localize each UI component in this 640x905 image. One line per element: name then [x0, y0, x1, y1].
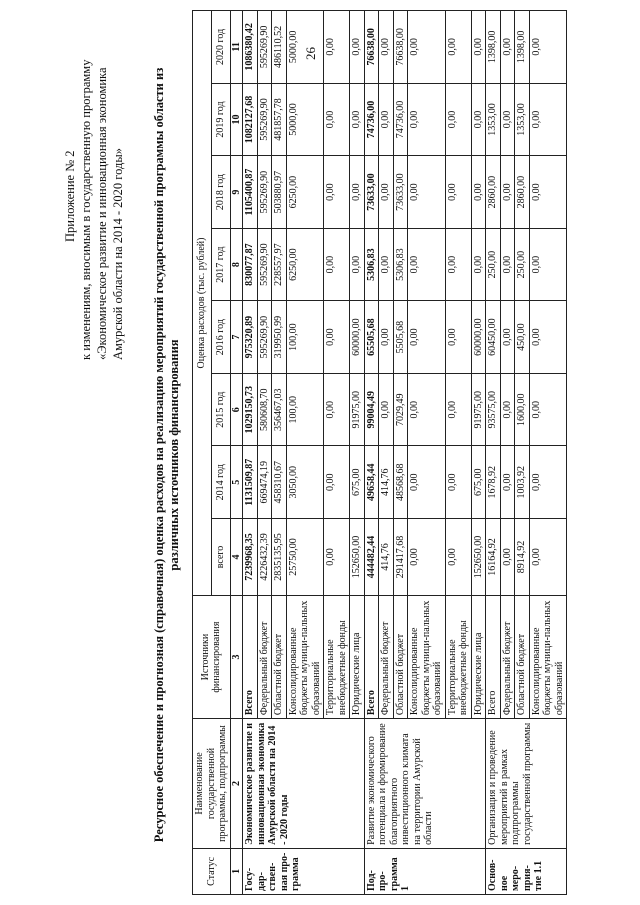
- header-year: 2014 год: [211, 446, 230, 519]
- status-cell: Госу-дар-ствен-ная про-грамма: [243, 848, 365, 894]
- value-cell: 74736,00: [393, 83, 408, 156]
- value-cell: 0,00: [324, 373, 350, 446]
- value-cell: 0,00: [379, 83, 394, 156]
- value-cell: 0,00: [408, 156, 446, 229]
- value-cell: 414,76: [379, 446, 394, 519]
- value-cell: 0,00: [445, 228, 471, 301]
- value-cell: 0,00: [445, 519, 471, 596]
- value-cell: 0,00: [445, 373, 471, 446]
- value-cell: 1353,00: [486, 83, 501, 156]
- value-cell: 669474,19: [257, 446, 272, 519]
- value-cell: 0,00: [529, 83, 567, 156]
- value-cell: 595269,90: [257, 11, 272, 84]
- column-number: 11: [230, 11, 243, 84]
- value-cell: 0,00: [324, 83, 350, 156]
- value-cell: 975320,89: [243, 301, 258, 374]
- value-cell: 0,00: [471, 11, 486, 84]
- header-status: Статус: [193, 848, 231, 894]
- value-cell: 5000,00: [286, 83, 324, 156]
- title-line: различных источников финансирования: [167, 339, 181, 571]
- value-cell: 444482,44: [364, 519, 379, 596]
- value-cell: 0,00: [529, 156, 567, 229]
- value-cell: 0,00: [408, 11, 446, 84]
- value-cell: 2860,00: [515, 156, 530, 229]
- value-cell: 3050,00: [286, 446, 324, 519]
- title-line: Ресурсное обеспечение и прогнозная (справочная) оценка расходов на реализацию мероприятий государственной программы области из: [152, 67, 166, 843]
- value-cell: 76638,00: [393, 11, 408, 84]
- value-cell: 250,00: [486, 228, 501, 301]
- source-cell: Всего: [364, 595, 379, 718]
- value-cell: 0,00: [350, 228, 365, 301]
- column-number: 4: [230, 519, 243, 596]
- value-cell: 0,00: [350, 156, 365, 229]
- value-cell: 0,00: [529, 446, 567, 519]
- value-cell: 0,00: [500, 373, 515, 446]
- value-cell: 152650,00: [350, 519, 365, 596]
- appendix-line: к изменениям, вносимым в государственную программу: [79, 59, 93, 360]
- table-row: [486, 11, 501, 895]
- source-cell: Территориальные внебюджетные фонды: [324, 595, 350, 718]
- column-number: 10: [230, 83, 243, 156]
- value-cell: 0,00: [529, 11, 567, 84]
- expenditure-table: [192, 10, 567, 895]
- value-cell: 1105400,87: [243, 156, 258, 229]
- page-number: 26: [303, 47, 318, 60]
- table-row: [243, 11, 258, 895]
- value-cell: 99004,49: [364, 373, 379, 446]
- value-cell: 595269,90: [257, 156, 272, 229]
- source-cell: Областной бюджет: [272, 595, 287, 718]
- value-cell: 0,00: [324, 519, 350, 596]
- header-year: 2016 год: [211, 301, 230, 374]
- value-cell: 0,00: [350, 83, 365, 156]
- document-title: [152, 15, 182, 895]
- column-number: 8: [230, 228, 243, 301]
- value-cell: 0,00: [379, 373, 394, 446]
- column-number: 6: [230, 373, 243, 446]
- value-cell: 1082127,68: [243, 83, 258, 156]
- value-cell: 65505,68: [364, 301, 379, 374]
- source-cell: Юридические лица: [350, 595, 365, 718]
- source-cell: Территориальные внебюджетные фонды: [445, 595, 471, 718]
- value-cell: 16164,92: [486, 519, 501, 596]
- value-cell: 5000,00: [286, 11, 324, 84]
- value-cell: 503880,97: [272, 156, 287, 229]
- value-cell: 60450,00: [486, 301, 501, 374]
- table-row: [364, 11, 379, 895]
- value-cell: 60000,00: [471, 301, 486, 374]
- value-cell: 6250,00: [286, 156, 324, 229]
- header-year: 2020 год: [211, 11, 230, 84]
- value-cell: 414,76: [379, 519, 394, 596]
- appendix-header: [62, 20, 126, 360]
- value-cell: 2835135,95: [272, 519, 287, 596]
- value-cell: 1353,00: [515, 83, 530, 156]
- value-cell: 1600,00: [515, 373, 530, 446]
- source-cell: Юридические лица: [471, 595, 486, 718]
- value-cell: 830077,87: [243, 228, 258, 301]
- value-cell: 0,00: [324, 11, 350, 84]
- value-cell: 73633,00: [364, 156, 379, 229]
- value-cell: 0,00: [529, 301, 567, 374]
- source-cell: Областной бюджет: [515, 595, 530, 718]
- header-source: Источники финансирования: [193, 595, 231, 718]
- value-cell: 1003,92: [515, 446, 530, 519]
- value-cell: 0,00: [379, 11, 394, 84]
- header-year: 2018 год: [211, 156, 230, 229]
- value-cell: 0,00: [529, 228, 567, 301]
- value-cell: 5306,83: [364, 228, 379, 301]
- value-cell: 76638,00: [364, 11, 379, 84]
- table-body: [243, 11, 567, 895]
- value-cell: 74736,00: [364, 83, 379, 156]
- header-year: 2019 год: [211, 83, 230, 156]
- value-cell: 0,00: [445, 446, 471, 519]
- source-cell: Федеральный бюджет: [257, 595, 272, 718]
- value-cell: 1398,00: [486, 11, 501, 84]
- value-cell: 595269,90: [257, 301, 272, 374]
- value-cell: 595269,90: [257, 83, 272, 156]
- source-cell: Областной бюджет: [393, 595, 408, 718]
- column-number: 5: [230, 446, 243, 519]
- value-cell: 0,00: [445, 301, 471, 374]
- value-cell: 49658,44: [364, 446, 379, 519]
- column-number: 9: [230, 156, 243, 229]
- value-cell: 0,00: [445, 83, 471, 156]
- value-cell: 1398,00: [515, 11, 530, 84]
- value-cell: 5505,68: [393, 301, 408, 374]
- column-number: 3: [230, 595, 243, 718]
- value-cell: 0,00: [500, 11, 515, 84]
- value-cell: 0,00: [445, 156, 471, 229]
- value-cell: 0,00: [500, 301, 515, 374]
- column-number: 2: [230, 719, 243, 849]
- source-cell: Консолидированные бюджеты муници-пальных образований: [408, 595, 446, 718]
- value-cell: 0,00: [445, 11, 471, 84]
- value-cell: 675,00: [471, 446, 486, 519]
- value-cell: 73633,00: [393, 156, 408, 229]
- value-cell: 91975,00: [350, 373, 365, 446]
- header-estimate: Оценка расходов (тыс. рублей): [193, 11, 212, 596]
- value-cell: 675,00: [350, 446, 365, 519]
- header-row: [193, 11, 212, 895]
- value-cell: 0,00: [408, 373, 446, 446]
- value-cell: 0,00: [324, 446, 350, 519]
- source-cell: Консолидированные бюджеты муници-пальных образований: [286, 595, 324, 718]
- value-cell: 481857,78: [272, 83, 287, 156]
- value-cell: 0,00: [324, 156, 350, 229]
- status-cell: Под-про-грамма 1: [364, 848, 486, 894]
- value-cell: 0,00: [324, 301, 350, 374]
- value-cell: 152650,00: [471, 519, 486, 596]
- source-cell: Федеральный бюджет: [500, 595, 515, 718]
- value-cell: 595269,90: [257, 228, 272, 301]
- value-cell: 580608,70: [257, 373, 272, 446]
- value-cell: 250,00: [515, 228, 530, 301]
- value-cell: 0,00: [500, 83, 515, 156]
- value-cell: 0,00: [408, 83, 446, 156]
- value-cell: 6250,00: [286, 228, 324, 301]
- value-cell: 0,00: [529, 519, 567, 596]
- status-cell: Основ-ное меро-прия-тие 1.1: [486, 848, 567, 894]
- value-cell: 1131509,87: [243, 446, 258, 519]
- value-cell: 0,00: [471, 83, 486, 156]
- value-cell: 93575,00: [486, 373, 501, 446]
- value-cell: 8914,92: [515, 519, 530, 596]
- column-number-row: [230, 11, 243, 895]
- source-cell: Консолидированные бюджеты муници-пальных образований: [529, 595, 567, 718]
- value-cell: 0,00: [408, 519, 446, 596]
- value-cell: 1029150,73: [243, 373, 258, 446]
- program-name-cell: Развитие экономического потенциала и формирование благоприятного инвестиционного климата на территории Амурской области: [364, 719, 486, 849]
- column-number: 1: [230, 848, 243, 894]
- value-cell: 228557,97: [272, 228, 287, 301]
- value-cell: 1086380,42: [243, 11, 258, 84]
- value-cell: 319950,99: [272, 301, 287, 374]
- value-cell: 100,00: [286, 373, 324, 446]
- value-cell: 4226432,39: [257, 519, 272, 596]
- value-cell: 0,00: [471, 156, 486, 229]
- value-cell: 0,00: [350, 11, 365, 84]
- column-number: 7: [230, 301, 243, 374]
- value-cell: 0,00: [408, 446, 446, 519]
- value-cell: 7029,49: [393, 373, 408, 446]
- value-cell: 0,00: [529, 373, 567, 446]
- value-cell: 25750,00: [286, 519, 324, 596]
- value-cell: 458310,67: [272, 446, 287, 519]
- value-cell: 291417,68: [393, 519, 408, 596]
- value-cell: 0,00: [500, 446, 515, 519]
- source-cell: Всего: [486, 595, 501, 718]
- value-cell: 0,00: [500, 156, 515, 229]
- appendix-line: «Экономическое развитие и инновационная экономика: [95, 67, 109, 360]
- value-cell: 356467,03: [272, 373, 287, 446]
- value-cell: 91975,00: [471, 373, 486, 446]
- value-cell: 5306,83: [393, 228, 408, 301]
- value-cell: 2860,00: [486, 156, 501, 229]
- value-cell: 0,00: [408, 301, 446, 374]
- value-cell: 486110,52: [272, 11, 287, 84]
- appendix-line: Приложение № 2: [63, 150, 77, 242]
- value-cell: 100,00: [286, 301, 324, 374]
- program-name-cell: Экономическое развитие и инновационная экономика Амурской области на 2014 - 2020 годы: [243, 719, 365, 849]
- value-cell: 450,00: [515, 301, 530, 374]
- source-cell: Федеральный бюджет: [379, 595, 394, 718]
- value-cell: 1678,92: [486, 446, 501, 519]
- header-name: Наименование государственной программы, подпрограммы: [193, 719, 231, 849]
- value-cell: 0,00: [471, 228, 486, 301]
- value-cell: 0,00: [379, 156, 394, 229]
- header-total: всего: [211, 519, 230, 596]
- source-cell: Всего: [243, 595, 258, 718]
- value-cell: 7239968,35: [243, 519, 258, 596]
- value-cell: 0,00: [379, 228, 394, 301]
- value-cell: 48568,68: [393, 446, 408, 519]
- program-name-cell: Организация и проведение мероприятий в рамках подпрограммы государственной программы: [486, 719, 567, 849]
- header-year: 2015 год: [211, 373, 230, 446]
- header-year: 2017 год: [211, 228, 230, 301]
- appendix-line: Амурской области на 2014 - 2020 годы»: [111, 147, 125, 360]
- value-cell: 0,00: [324, 228, 350, 301]
- value-cell: 0,00: [379, 301, 394, 374]
- value-cell: 0,00: [500, 228, 515, 301]
- value-cell: 0,00: [500, 519, 515, 596]
- value-cell: 0,00: [408, 228, 446, 301]
- value-cell: 60000,00: [350, 301, 365, 374]
